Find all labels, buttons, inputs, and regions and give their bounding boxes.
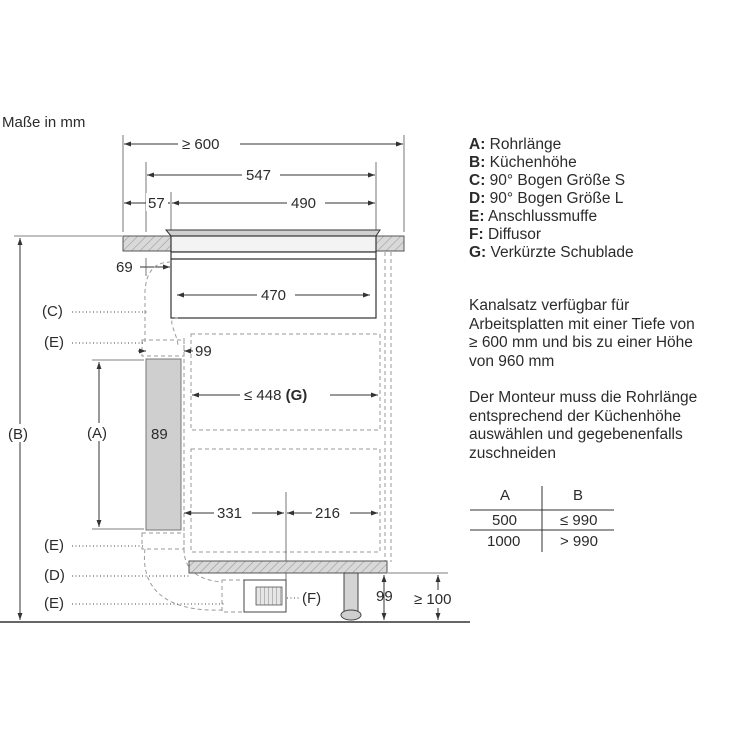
dim-label-57: 57 [148,195,165,212]
legend [469,136,634,262]
sleeve-diffuser [222,580,244,612]
leg-foot [341,610,361,620]
note-duct-kit-line: Kanalsatz verfügbar für [469,297,630,314]
tube-a [146,359,181,530]
dim-label-69: 69 [116,259,133,276]
cabinet-leg [344,573,358,613]
callout-e-bottom: (E) [44,537,64,554]
table-cell-b1: ≤ 990 [560,512,598,529]
dim-label-plinth-100: ≥ 100 [414,591,452,608]
worktop-right [376,236,404,251]
diffuser-fins [256,587,282,605]
dim-label-490: 490 [291,195,317,212]
dim-label-min-width: ≥ 600 [182,136,220,153]
units-label: Maße in mm [2,114,86,131]
callout-e-diffuser: (E) [44,595,64,612]
dim-label-547: 547 [246,167,272,184]
sleeve-bottom [142,533,184,549]
callout-d: (D) [44,567,65,584]
dim-label-448: ≤ 448 (G) [244,387,308,404]
lower-drawer [191,449,380,552]
dim-label-99: 99 [195,343,212,360]
note-installer-line: zuschneiden [469,444,557,462]
table-header-a: A [500,487,511,504]
note-installer-line: entsprechend der Küchenhöhe [469,407,681,425]
legend-row-g: G: Verkürzte Schublade [469,244,634,261]
callout-a: (A) [87,425,107,442]
note-installer-line: auswählen und gegebenenfalls [469,426,683,443]
legend-row-a: A: Rohrlänge [469,136,562,153]
dim-label-216: 216 [315,505,341,522]
note-duct-kit-line: von 960 mm [469,352,555,370]
dim-label-89: 89 [151,426,168,443]
dim-label-plinth-99: 99 [376,588,393,605]
dim-label-470: 470 [261,287,287,304]
legend-row-e: E: Anschlussmuffe [469,208,598,225]
note-duct-kit [469,297,695,371]
table-header-b: B [573,487,584,504]
dim-label-331: 331 [217,505,243,522]
legend-row-c: C: 90° Bogen Größe S [469,172,626,189]
bend-size-l [144,549,222,610]
upper-drawer [191,334,380,430]
worktop-left [123,236,171,251]
note-duct-kit-line: ≥ 600 mm und bis zu einer Höhe [469,334,693,351]
legend-row-d: D: 90° Bogen Größe L [469,190,624,207]
note-duct-kit-line: Arbeitsplatten mit einer Tiefe von [469,315,695,333]
callout-c: (C) [42,303,63,320]
hob-glass [166,230,380,236]
legend-row-b: B: Küchenhöhe [469,154,577,171]
table-cell-b2: > 990 [560,533,598,550]
legend-row-f: F: Diffusor [469,226,542,243]
table-cell-a2: 1000 [487,533,521,550]
cabinet-base [189,561,387,573]
note-installer [469,389,697,463]
callout-b: (B) [8,426,28,443]
callout-f: (F) [302,590,322,607]
callout-e-top: (E) [44,334,64,351]
hob-body [171,236,376,252]
table-cell-a1: 500 [492,512,518,529]
note-installer-line: Der Monteur muss die Rohrlänge [469,389,698,406]
